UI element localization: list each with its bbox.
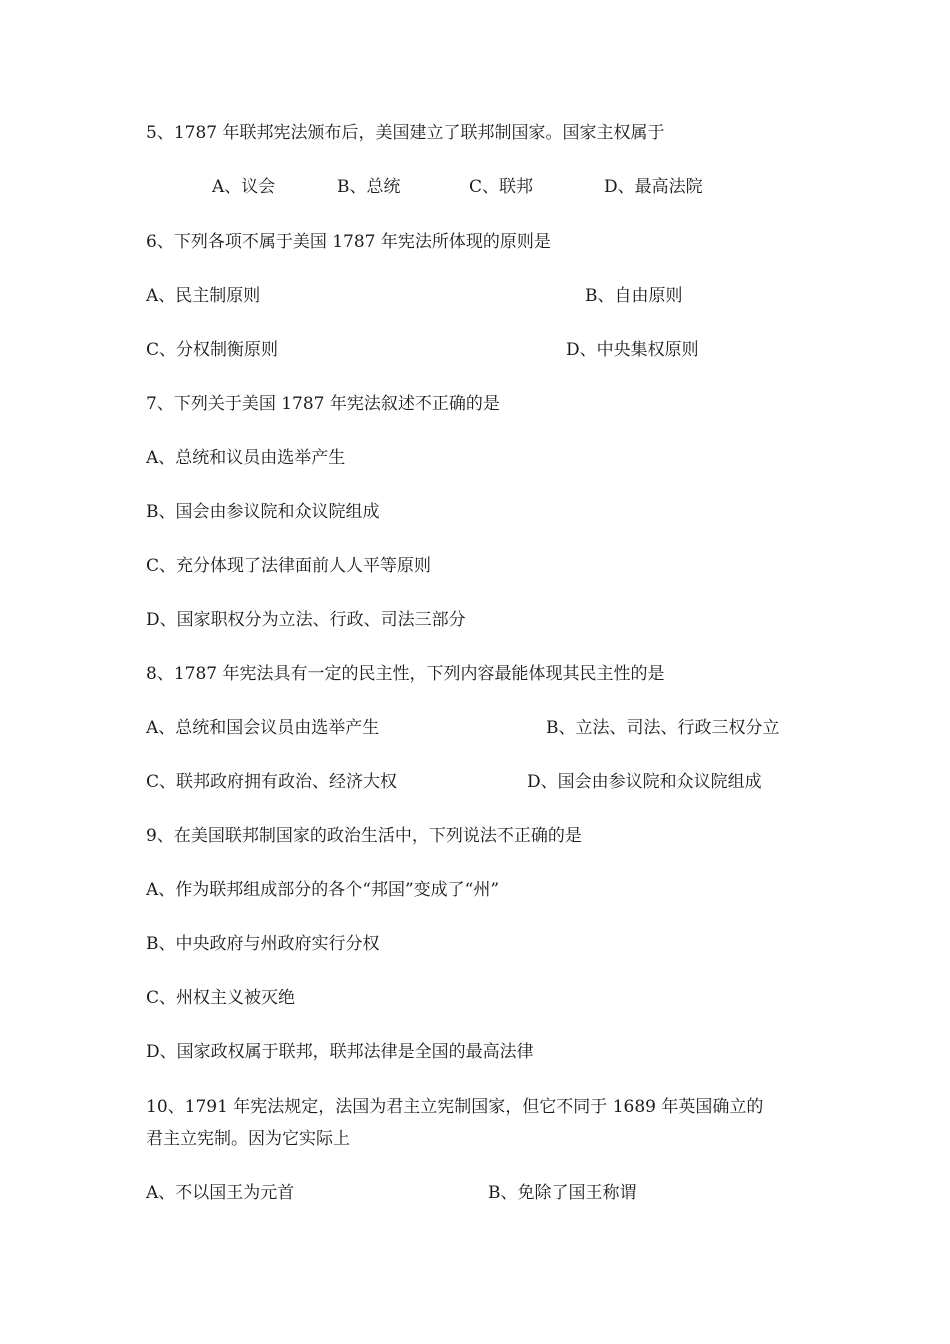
question-6-option-a: A、民主制原则: [146, 286, 261, 306]
question-9-stem: 9、在美国联邦制国家的政治生活中，下列说法不正确的是: [146, 826, 582, 846]
question-5-option-a: A、议会: [212, 177, 276, 197]
question-10-option-a: A、不以国王为元首: [146, 1183, 295, 1203]
question-9-option-c: C、州权主义被灭绝: [146, 988, 296, 1008]
question-7-option-d: D、国家职权分为立法、行政、司法三部分: [146, 610, 466, 630]
question-5-option-b: B、总统: [337, 177, 401, 197]
question-7-stem: 7、下列关于美国 1787 年宪法叙述不正确的是: [146, 394, 500, 414]
question-5-option-c: C、联邦: [469, 177, 534, 197]
question-5-stem: 5、1787 年联邦宪法颁布后，美国建立了联邦制国家。国家主权属于: [146, 123, 665, 143]
question-10-stem-line-2: 君主立宪制。因为它实际上: [146, 1129, 350, 1149]
question-10-option-b: B、免除了国王称谓: [488, 1183, 637, 1203]
question-8-stem: 8、1787 年宪法具有一定的民主性，下列内容最能体现其民主性的是: [146, 664, 665, 684]
question-5-option-d: D、最高法院: [604, 177, 703, 197]
question-9-option-d: D、国家政权属于联邦，联邦法律是全国的最高法律: [146, 1042, 534, 1062]
question-7-option-c: C、充分体现了法律面前人人平等原则: [146, 556, 432, 576]
question-8-option-d: D、国会由参议院和众议院组成: [527, 772, 762, 792]
question-9-option-b: B、中央政府与州政府实行分权: [146, 934, 380, 954]
question-8-option-c: C、联邦政府拥有政治、经济大权: [146, 772, 398, 792]
question-8-option-a: A、总统和国会议员由选举产生: [146, 718, 380, 738]
question-7-option-a: A、总统和议员由选举产生: [146, 448, 346, 468]
question-6-option-d: D、中央集权原则: [566, 340, 699, 360]
question-7-option-b: B、国会由参议院和众议院组成: [146, 502, 380, 522]
question-8-option-b: B、立法、司法、行政三权分立: [546, 718, 780, 738]
question-6-option-b: B、自由原则: [585, 286, 683, 306]
question-10-stem-line-1: 10、1791 年宪法规定，法国为君主立宪制国家，但它不同于 1689 年英国确立的: [146, 1097, 764, 1117]
question-9-option-a: A、作为联邦组成部分的各个“邦国”变成了“州”: [146, 880, 500, 900]
question-6-option-c: C、分权制衡原则: [146, 340, 279, 360]
question-6-stem: 6、下列各项不属于美国 1787 年宪法所体现的原则是: [146, 232, 551, 252]
